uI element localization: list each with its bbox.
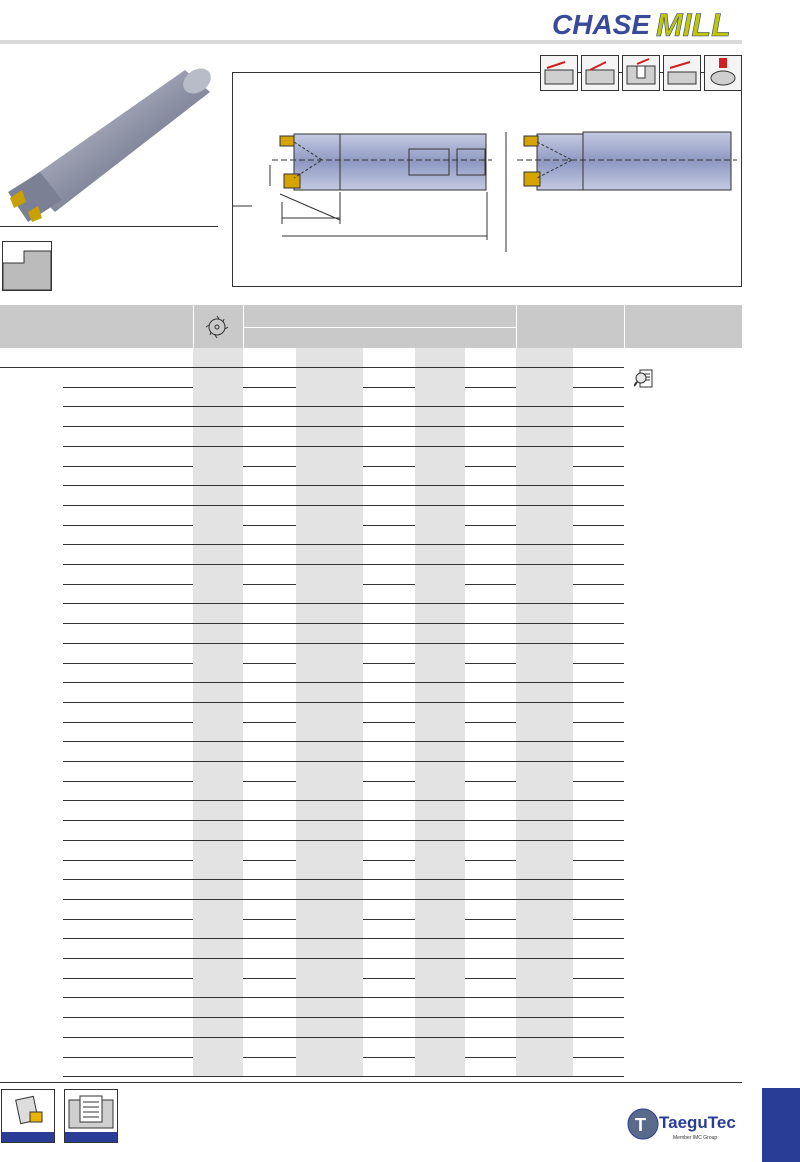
shaded-cell (296, 821, 363, 840)
shaded-cell (296, 742, 363, 761)
shaded-cell (415, 801, 465, 820)
table-row (0, 348, 624, 368)
shaded-cell (415, 762, 465, 781)
shaded-cell (516, 781, 573, 800)
shaded-cell (296, 1057, 363, 1076)
shaded-cell (296, 525, 363, 544)
shaded-cell (415, 841, 465, 860)
shaded-cell (296, 624, 363, 643)
shaded-cell (516, 900, 573, 919)
shaded-cell (193, 703, 243, 722)
table-row (63, 841, 624, 861)
table-row (63, 860, 624, 880)
shaded-cell (193, 624, 243, 643)
shaded-cell (415, 860, 465, 879)
shaded-cell (296, 919, 363, 938)
shaded-cell (296, 506, 363, 525)
shaded-cell (516, 525, 573, 544)
shoulder-milling-icon (540, 55, 578, 91)
shaded-cell (193, 1018, 243, 1037)
shaded-cell (296, 939, 363, 958)
shaded-cell (193, 644, 243, 663)
shaded-cell (296, 781, 363, 800)
shaded-cell (193, 762, 243, 781)
shaded-cell (193, 880, 243, 899)
shaded-cell (296, 584, 363, 603)
shaded-cell (415, 939, 465, 958)
shoulder-profile-icon (2, 241, 52, 291)
shaded-cell (415, 1057, 465, 1076)
shaded-cell (415, 742, 465, 761)
table-header (0, 305, 742, 348)
table-row (63, 900, 624, 920)
shaded-cell (516, 466, 573, 485)
shaded-cell (415, 604, 465, 623)
shaded-cell (415, 683, 465, 702)
cutter-teeth-icon (203, 313, 231, 341)
shaded-cell (296, 407, 363, 426)
shaded-cell (296, 565, 363, 584)
magnifier-document-icon (634, 369, 654, 389)
shaded-cell (415, 427, 465, 446)
table-row (63, 722, 624, 742)
shaded-cell (193, 447, 243, 466)
shaded-cell (516, 801, 573, 820)
shaded-cell (415, 525, 465, 544)
table-row (63, 565, 624, 585)
shaded-cell (193, 860, 243, 879)
shaded-cell (193, 584, 243, 603)
shaded-cell (516, 978, 573, 997)
shaded-cell (193, 781, 243, 800)
brand-subtitle: Member IMC Group (673, 1135, 718, 1141)
chasemill-logo (552, 6, 744, 40)
shaded-cell (193, 978, 243, 997)
end-mill-photo (0, 62, 215, 227)
shaded-cell (193, 506, 243, 525)
shaded-cell (296, 683, 363, 702)
shaded-cell (296, 368, 363, 387)
shaded-cell (415, 880, 465, 899)
shaded-cell (516, 1018, 573, 1037)
table-row (63, 959, 624, 979)
shaded-cell (415, 506, 465, 525)
shaded-cell (193, 368, 243, 387)
table-row (63, 624, 624, 644)
table-row (63, 939, 624, 959)
shaded-cell (415, 781, 465, 800)
ramping-icon (663, 55, 701, 91)
table-row (63, 781, 624, 801)
shaded-cell (193, 939, 243, 958)
shaded-cell (516, 762, 573, 781)
shaded-cell (415, 919, 465, 938)
shaded-cell (415, 644, 465, 663)
table-row (63, 368, 624, 388)
operation-icons (540, 55, 742, 91)
shaded-cell (193, 466, 243, 485)
shaded-cell (193, 919, 243, 938)
shaded-cell (296, 703, 363, 722)
shaded-cell (415, 821, 465, 840)
shaded-cell (415, 565, 465, 584)
shaded-cell (296, 978, 363, 997)
svg-text:T: T (635, 1115, 646, 1135)
shaded-cell (296, 348, 363, 367)
shaded-cell (516, 387, 573, 406)
shaded-cell (516, 407, 573, 426)
shaded-cell (516, 624, 573, 643)
shaded-cell (296, 545, 363, 564)
slotting-icon (581, 55, 619, 91)
shaded-cell (516, 1057, 573, 1076)
taegutec-logo (627, 1104, 747, 1144)
shaded-cell (516, 860, 573, 879)
shaded-cell (296, 447, 363, 466)
shaded-cell (415, 348, 465, 367)
shaded-cell (193, 545, 243, 564)
shaded-cell (296, 486, 363, 505)
shaded-cell (516, 742, 573, 761)
table-row (63, 978, 624, 998)
shaded-cell (193, 407, 243, 426)
brand-name: TaeguTec (659, 1113, 736, 1132)
shaded-cell (415, 466, 465, 485)
shaded-cell (193, 742, 243, 761)
shaded-cell (516, 427, 573, 446)
shaded-cell (415, 584, 465, 603)
shaded-cell (516, 683, 573, 702)
table-row (63, 427, 624, 447)
shaded-cell (516, 486, 573, 505)
table-row (63, 1057, 624, 1077)
shaded-cell (193, 841, 243, 860)
shaded-cell (415, 722, 465, 741)
table-row (63, 998, 624, 1018)
shaded-cell (415, 545, 465, 564)
shaded-cell (415, 486, 465, 505)
logo-chase-text: CHASE (552, 9, 651, 40)
table-row (63, 880, 624, 900)
shaded-cell (296, 900, 363, 919)
shaded-cell (415, 1018, 465, 1037)
table-row (63, 525, 624, 545)
shaded-cell (296, 1038, 363, 1057)
helical-interpolation-icon (704, 55, 742, 91)
shaded-cell (193, 565, 243, 584)
table-row (63, 466, 624, 486)
shaded-cell (193, 959, 243, 978)
shaded-cell (193, 722, 243, 741)
table-row (63, 387, 624, 407)
shaded-cell (516, 841, 573, 860)
shaded-cell (415, 407, 465, 426)
shaded-cell (296, 998, 363, 1017)
shaded-cell (296, 841, 363, 860)
shaded-cell (193, 683, 243, 702)
shaded-cell (415, 387, 465, 406)
table-row (63, 447, 624, 467)
shaded-cell (516, 506, 573, 525)
shaded-cell (415, 447, 465, 466)
table-row (63, 683, 624, 703)
section-tab (762, 1088, 800, 1162)
table-row (63, 506, 624, 526)
shaded-cell (296, 644, 363, 663)
table-row (63, 584, 624, 604)
shaded-cell (193, 900, 243, 919)
shaded-cell (516, 663, 573, 682)
table-row (63, 703, 624, 723)
shaded-cell (193, 1057, 243, 1076)
table-row (63, 604, 624, 624)
shaded-cell (415, 998, 465, 1017)
shaded-cell (296, 427, 363, 446)
shaded-cell (516, 703, 573, 722)
shaded-cell (296, 466, 363, 485)
shaded-cell (415, 368, 465, 387)
shaded-cell (516, 998, 573, 1017)
shaded-cell (516, 722, 573, 741)
shaded-cell (516, 1038, 573, 1057)
shaded-cell (415, 978, 465, 997)
shaded-cell (516, 565, 573, 584)
table-row (63, 821, 624, 841)
shaded-cell (193, 801, 243, 820)
shaded-cell (296, 663, 363, 682)
shaded-cell (415, 703, 465, 722)
logo-mill-text: MILL (656, 7, 731, 40)
shaded-cell (516, 348, 573, 367)
shaded-cell (296, 762, 363, 781)
shaded-cell (193, 998, 243, 1017)
table-row (63, 407, 624, 427)
table-row (63, 644, 624, 664)
shaded-cell (296, 722, 363, 741)
table-row (63, 762, 624, 782)
shaded-cell (193, 821, 243, 840)
shaded-cell (193, 427, 243, 446)
photo-divider (0, 226, 218, 227)
coolant-spiral-icon (64, 1089, 118, 1143)
shaded-cell (193, 348, 243, 367)
header-rule (0, 40, 742, 44)
shaded-cell (516, 368, 573, 387)
shaded-cell (415, 900, 465, 919)
shaded-cell (296, 387, 363, 406)
table-row (63, 663, 624, 683)
shaded-cell (415, 624, 465, 643)
shaded-cell (516, 959, 573, 978)
shaded-cell (516, 644, 573, 663)
table-row (63, 1038, 624, 1058)
table-row (63, 1018, 624, 1038)
shaded-cell (516, 880, 573, 899)
shaded-cell (415, 1038, 465, 1057)
shaded-cell (296, 880, 363, 899)
shaded-cell (193, 1038, 243, 1057)
shaded-cell (415, 959, 465, 978)
technical-drawing (232, 72, 742, 287)
table-row (63, 919, 624, 939)
shaded-cell (516, 584, 573, 603)
shaded-cell (193, 525, 243, 544)
shaded-cell (193, 604, 243, 623)
shaded-cell (516, 919, 573, 938)
shaded-cell (296, 1018, 363, 1037)
shaded-cell (516, 604, 573, 623)
shaded-cell (193, 663, 243, 682)
shaded-cell (296, 801, 363, 820)
insert-card-icon (1, 1089, 55, 1143)
table-row (63, 742, 624, 762)
table-row (63, 545, 624, 565)
shaded-cell (296, 604, 363, 623)
deep-slot-icon (622, 55, 660, 91)
shaded-cell (516, 447, 573, 466)
table-row (63, 801, 624, 821)
shaded-cell (193, 486, 243, 505)
shaded-cell (193, 387, 243, 406)
shaded-cell (296, 860, 363, 879)
shaded-cell (296, 959, 363, 978)
shaded-cell (415, 663, 465, 682)
shaded-cell (516, 821, 573, 840)
table-row (63, 486, 624, 506)
shaded-cell (516, 545, 573, 564)
shaded-cell (516, 939, 573, 958)
footer-rule (0, 1082, 742, 1083)
